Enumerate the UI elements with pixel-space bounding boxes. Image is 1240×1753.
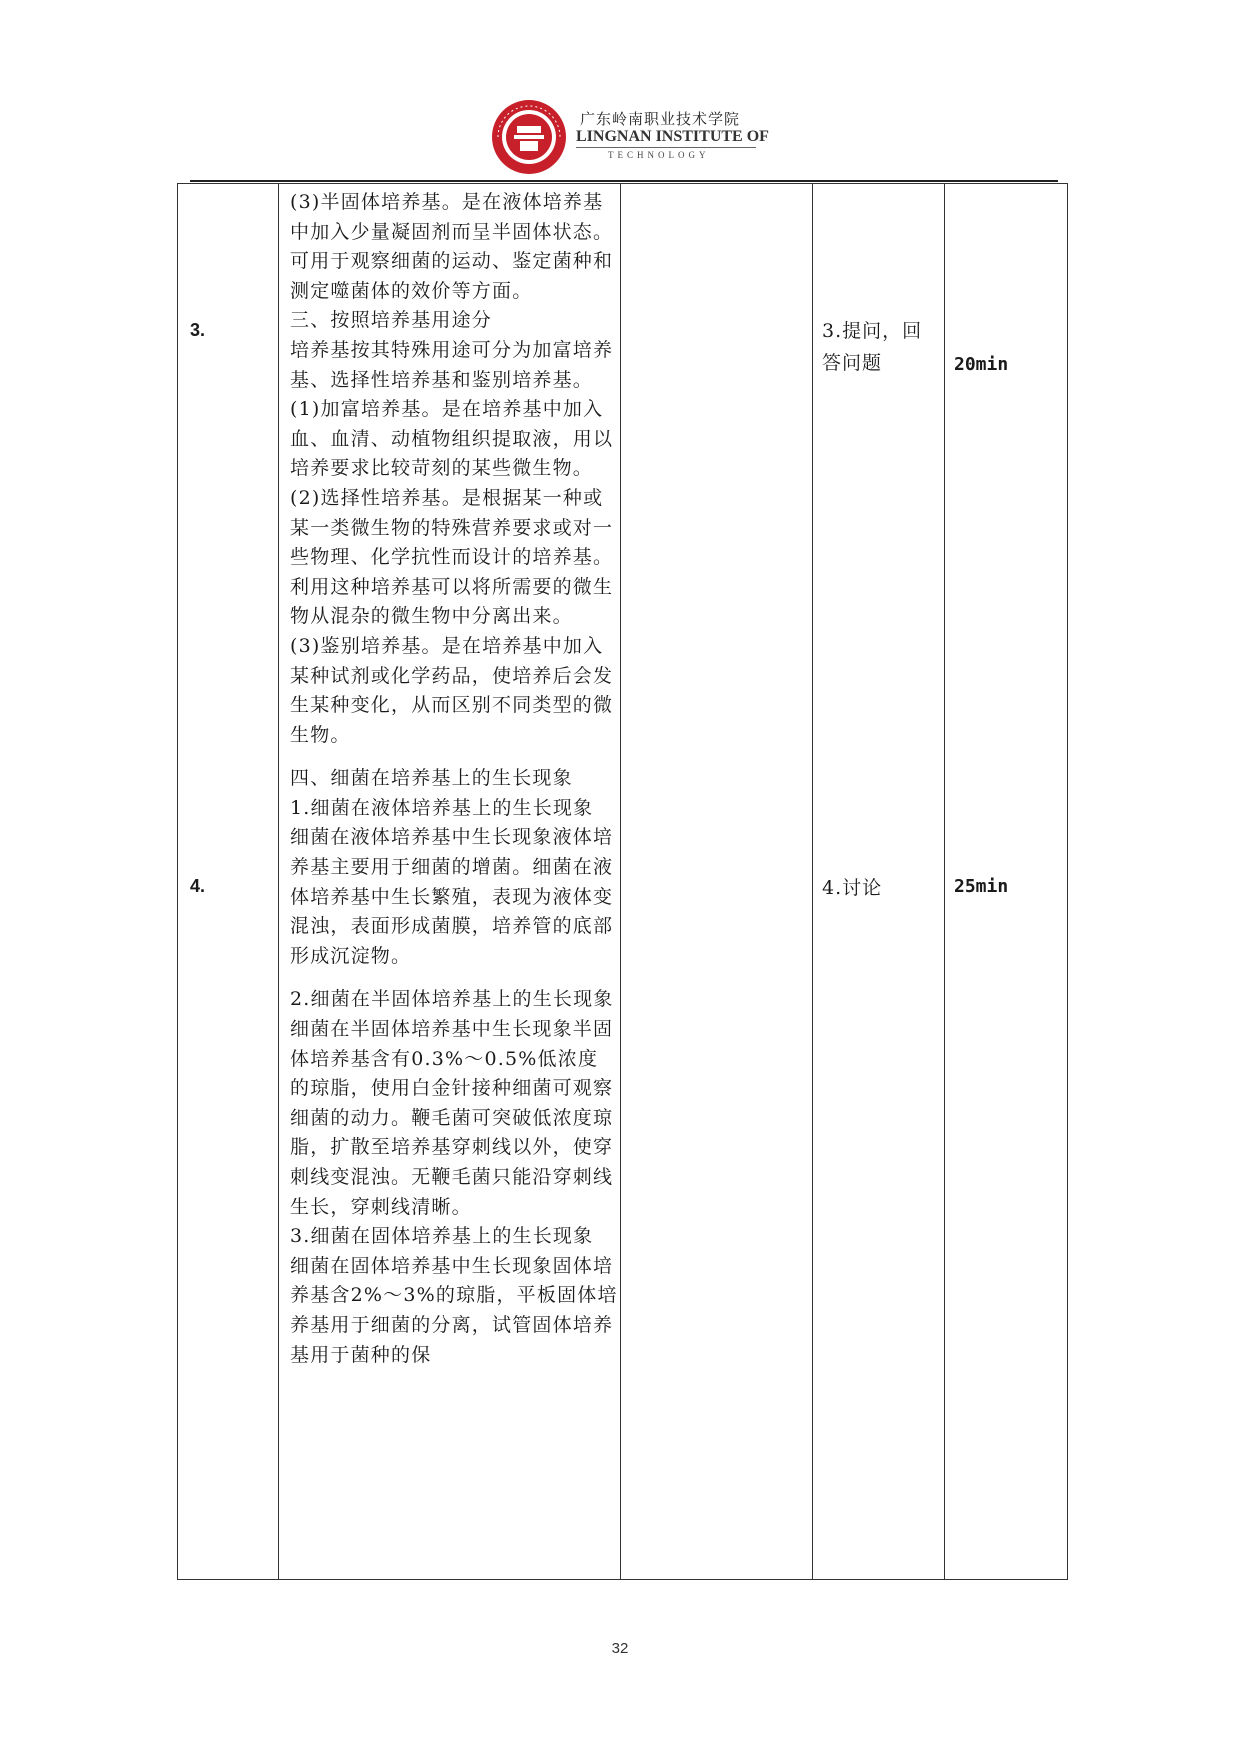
activity-line: 4.讨论 — [822, 877, 883, 899]
page-number: 32 — [611, 1640, 629, 1657]
table-border-right — [1067, 183, 1068, 1579]
content-paragraph: (3)半固体培养基。是在液体培养基中加入少量凝固剂而呈半固体状态。可用于观察细菌的运动、鉴定菌种和测定噬菌体的效价等方面。 — [290, 191, 614, 302]
institution-name-cn: 广东岭南职业技术学院 — [580, 110, 741, 128]
content-paragraph: (1)加富培养基。是在培养基中加入血、血清、动植物组织提取液，用以培养要求比较苛刻的某些微生物。 — [290, 398, 614, 480]
table-border-top — [177, 183, 1068, 184]
row-number: 4. — [190, 876, 206, 896]
content-paragraph: 细菌在半固体培养基中生长现象半固体培养基含有0.3%～0.5%低浓度的琼脂，使用白金针接种细菌可观察细菌的动力。鞭毛菌可突破低浓度琼脂，扩散至培养基穿刺线以外，使穿刺线变混浊。无鞭毛菌只能沿穿刺线生长，穿刺线清晰。 — [290, 1018, 614, 1218]
row-number: 3. — [190, 320, 206, 340]
content-paragraph: (3)鉴别培养基。是在培养基中加入某种试剂或化学药品，使培养后会发生某种变化，从而区别不同类型的微生物。 — [290, 634, 614, 746]
content-paragraph: 细菌在固体培养基中生长现象固体培养基含2%～3%的琼脂，平板固体培养基用于细菌的分离，试管固体培养基用于菌种的保 — [290, 1254, 618, 1366]
content-cell — [290, 188, 618, 1370]
institution-name-en-line2: TECHNOLOGY — [608, 150, 710, 160]
table-divider-1 — [278, 183, 279, 1579]
institution-name-en: LINGNAN INSTITUTE OF — [576, 128, 769, 145]
content-heading: 四、细菌在培养基上的生长现象 — [290, 767, 573, 790]
time-cell: 25min — [954, 876, 1009, 897]
table-divider-3 — [812, 183, 813, 1579]
table-divider-2 — [620, 183, 621, 1579]
content-paragraph: 细菌在液体培养基中生长现象液体培养基主要用于细菌的增菌。细菌在液体培养基中生长繁殖，表现为液体变混浊，表面形成菌膜，培养管的底部形成沉淀物。 — [290, 826, 614, 967]
institution-divider — [576, 147, 756, 148]
time-cell: 20min — [954, 354, 1009, 375]
activity-line: 3.提问，回 — [822, 320, 923, 342]
activity-line: 答问题 — [822, 352, 883, 374]
content-subheading: 2.细菌在半固体培养基上的生长现象 — [290, 988, 614, 1011]
institution-logo — [490, 98, 568, 176]
content-heading: 三、按照培养基用途分 — [290, 309, 493, 332]
content-subheading: 1.细菌在液体培养基上的生长现象 — [290, 796, 594, 819]
activity-cell — [822, 315, 922, 379]
content-subheading: 3.细菌在固体培养基上的生长现象 — [290, 1225, 594, 1248]
activity-cell — [822, 872, 882, 904]
table-divider-4 — [944, 183, 945, 1579]
content-paragraph: 培养基按其特殊用途可分为加富培养基、选择性培养基和鉴别培养基。 — [290, 338, 614, 391]
table-border-bottom — [177, 1579, 1068, 1580]
header-rule — [190, 180, 1058, 182]
content-paragraph: (2)选择性培养基。是根据某一种或某一类微生物的特殊营养要求或对一些物理、化学抗性而设计的培养基。利用这种培养基可以将所需要的微生物从混杂的微生物中分离出来。 — [290, 486, 614, 628]
table-border-left — [177, 183, 178, 1579]
